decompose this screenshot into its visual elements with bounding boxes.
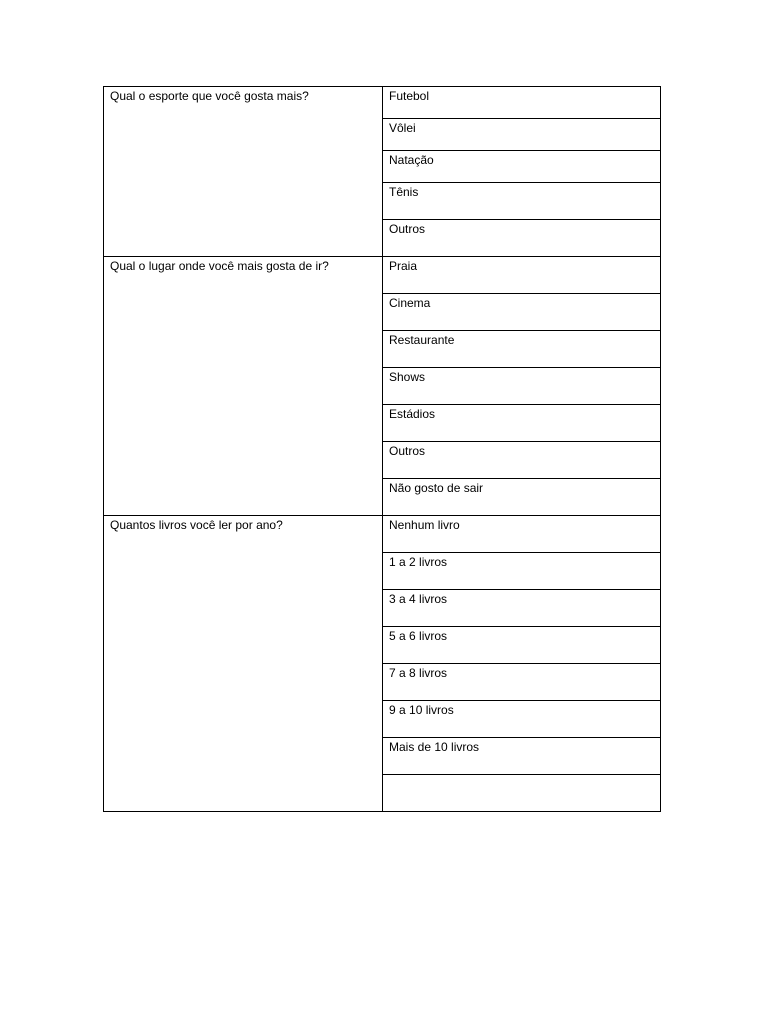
option-volei: Vôlei (389, 121, 416, 135)
option-shows: Shows (389, 370, 426, 384)
option-cell (383, 257, 661, 294)
option-cell (383, 151, 661, 183)
option-cell-empty (383, 775, 661, 812)
table-row (104, 87, 661, 119)
option-futebol: Futebol (389, 89, 430, 103)
option-cell (383, 627, 661, 664)
option-9-a-10-livros: 9 a 10 livros (389, 703, 454, 717)
option-cell (383, 479, 661, 516)
option-cell (383, 738, 661, 775)
option-outros-sport: Outros (389, 222, 426, 236)
option-5-a-6-livros: 5 a 6 livros (389, 629, 448, 643)
survey-table (103, 86, 661, 812)
table-row (104, 257, 661, 294)
option-cell (383, 183, 661, 220)
table-row (104, 516, 661, 553)
option-estadios: Estádios (389, 407, 436, 421)
option-cell (383, 368, 661, 405)
option-1-a-2-livros: 1 a 2 livros (389, 555, 448, 569)
question-cell-place (104, 257, 383, 516)
option-cell (383, 590, 661, 627)
option-cell (383, 220, 661, 257)
question-cell-sport (104, 87, 383, 257)
option-cell (383, 516, 661, 553)
option-7-a-8-livros: 7 a 8 livros (389, 666, 448, 680)
option-outros-place: Outros (389, 444, 426, 458)
option-3-a-4-livros: 3 a 4 livros (389, 592, 448, 606)
option-cell (383, 664, 661, 701)
option-cell (383, 701, 661, 738)
option-mais-de-10-livros: Mais de 10 livros (389, 740, 480, 754)
option-tenis: Tênis (389, 185, 419, 199)
option-cell (383, 442, 661, 479)
option-empty (383, 775, 660, 777)
question-cell-books (104, 516, 383, 812)
option-cell (383, 331, 661, 368)
option-cell (383, 87, 661, 119)
question-books: Quantos livros você ler por ano? (110, 518, 283, 532)
question-sport: Qual o esporte que você gosta mais? (110, 89, 309, 103)
option-nenhum-livro: Nenhum livro (389, 518, 460, 532)
option-cell (383, 405, 661, 442)
question-place: Qual o lugar onde você mais gosta de ir? (110, 259, 329, 273)
option-restaurante: Restaurante (389, 333, 455, 347)
option-nao-gosto-de-sair: Não gosto de sair (389, 481, 484, 495)
option-praia: Praia (389, 259, 418, 273)
option-cinema: Cinema (389, 296, 431, 310)
option-cell (383, 294, 661, 331)
option-cell (383, 119, 661, 151)
option-cell (383, 553, 661, 590)
option-natacao: Natação (389, 153, 434, 167)
